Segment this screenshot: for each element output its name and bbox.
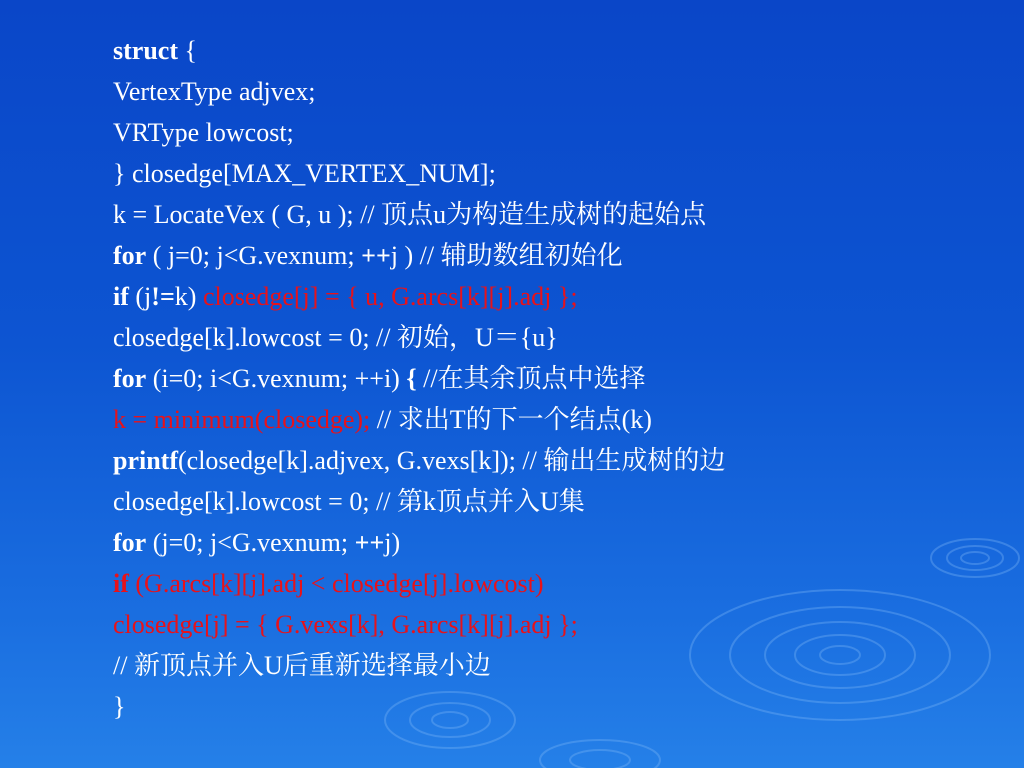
brace: { (406, 364, 417, 393)
code-line (113, 522, 993, 563)
code-text: ( j=0; j<G.vexnum; (146, 241, 362, 270)
code-line (113, 30, 993, 71)
code-block (113, 30, 993, 727)
code-line (113, 604, 993, 645)
keyword: if (113, 569, 129, 598)
highlighted-code: closedge[j] = { G.vexs[k], G.arcs[k][j].adj }; (113, 610, 578, 639)
code-line (113, 153, 993, 194)
code-line (113, 563, 993, 604)
code-line (113, 112, 993, 153)
code-line (113, 194, 993, 235)
code-text: (j (128, 282, 152, 311)
code-comment: // 新顶点并入U后重新选择最小边 (113, 651, 491, 680)
highlighted-code: (G.arcs[k][j].adj < closedge[j].lowcost) (128, 569, 544, 598)
code-line (113, 440, 993, 481)
code-text: closedge[k].lowcost = 0; // 第k顶点并入U集 (113, 487, 585, 516)
code-line (113, 235, 993, 276)
code-text: k) (174, 282, 203, 311)
operator: ++ (361, 241, 391, 270)
keyword: for (113, 241, 147, 270)
code-line (113, 317, 993, 358)
code-line (113, 358, 993, 399)
code-text: (closedge[k].adjvex, G.vexs[k]); // 输出生成树的边 (178, 446, 726, 475)
code-text: j ) // 辅助数组初始化 (390, 241, 623, 270)
code-text: } closedge[MAX_VERTEX_NUM]; (113, 159, 496, 188)
code-text: { (177, 36, 197, 65)
code-line (113, 645, 993, 686)
code-text: closedge[k].lowcost = 0; // 初始，U＝{u} (113, 323, 558, 352)
code-text: (j=0; j<G.vexnum; (146, 528, 355, 557)
keyword: printf (113, 446, 178, 475)
code-text: VRType lowcost; (113, 118, 294, 147)
operator: ++ (354, 528, 385, 557)
keyword: for (113, 364, 147, 393)
code-text: } (113, 692, 126, 721)
operator: != (151, 282, 175, 311)
highlighted-code: closedge[j] = { u, G.arcs[k][j].adj }; (202, 282, 578, 311)
code-line (113, 399, 993, 440)
code-text: VertexType adjvex; (113, 77, 316, 106)
code-text: k = LocateVex ( G, u ); // 顶点u为构造生成树的起始点 (113, 200, 707, 229)
code-line (113, 71, 993, 112)
code-line (113, 481, 993, 522)
code-comment: //在其余顶点中选择 (416, 364, 646, 393)
keyword: for (113, 528, 147, 557)
keyword: if (113, 282, 129, 311)
code-comment: // 求出T的下一个结点(k) (370, 405, 652, 434)
code-line (113, 686, 993, 727)
keyword: struct (113, 36, 178, 65)
code-text: (i=0; i<G.vexnum; ++i) (146, 364, 407, 393)
code-text: j) (384, 528, 401, 557)
code-line (113, 276, 993, 317)
highlighted-code: k = minimum(closedge); (113, 405, 371, 434)
